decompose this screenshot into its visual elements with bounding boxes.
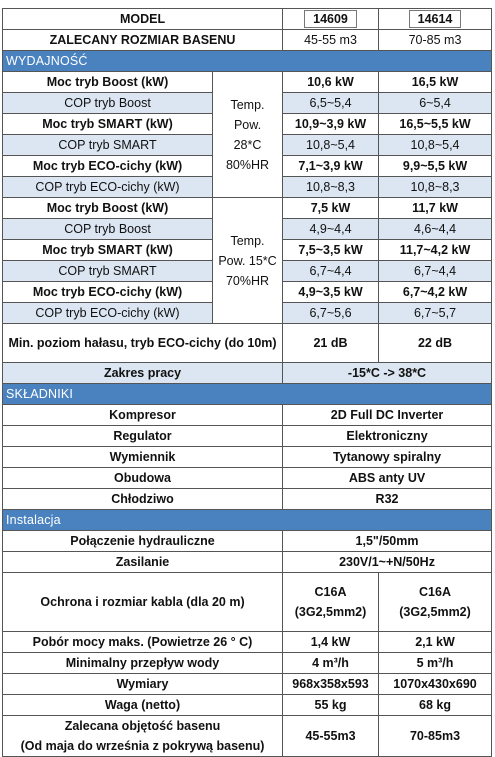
condition-15c: Temp. Pow. 15*C 70%HR — [213, 198, 283, 324]
condition-28c: Temp. Pow. 28*C 80%HR — [213, 72, 283, 198]
perf-row: COP tryb ECO-cichy (kW) 6,7~5,6 6,7~5,7 — [3, 303, 492, 324]
model-label: MODEL — [3, 9, 283, 30]
perf-row: COP tryb Boost 6,5~5,4 6~5,4 — [3, 93, 492, 114]
install-row: Waga (netto) 55 kg 68 kg — [3, 695, 492, 716]
component-row: Chłodziwo R32 — [3, 489, 492, 510]
perf-row: Moc tryb Boost (kW) Temp. Pow. 15*C 70%HR 7,5 kW 11,7 kW — [3, 198, 492, 219]
install-row: Pobór mocy maks. (Powietrze 26 ° C) 1,4 kW 2,1 kW — [3, 632, 492, 653]
perf-row: COP tryb SMART 10,8~5,4 10,8~5,4 — [3, 135, 492, 156]
component-row: Wymiennik Tytanowy spiralny — [3, 447, 492, 468]
range-row — [3, 363, 492, 384]
noise-row: Min. poziom hałasu, tryb ECO-cichy (do 10m) 21 dB 22 dB — [3, 324, 492, 363]
component-row: Regulator Elektroniczny — [3, 426, 492, 447]
section-performance: WYDAJNOŚĆ — [3, 51, 492, 72]
install-row: Zalecana objętość basenu (Od maja do września z pokrywą basenu) 45-55m3 70-85m3 — [3, 716, 492, 757]
pool-size-b: 70-85 m3 — [379, 30, 492, 51]
model-14609: 14609 — [304, 10, 357, 28]
perf-row: COP tryb SMART 6,7~4,4 6,7~4,4 — [3, 261, 492, 282]
perf-row: Moc tryb ECO-cichy (kW) 7,1~3,9 kW 9,9~5,5 kW — [3, 156, 492, 177]
pool-size-row — [3, 30, 492, 51]
install-row: Minimalny przepływ wody 4 m³/h 5 m³/h — [3, 653, 492, 674]
perf-row: Moc tryb Boost (kW) Temp. Pow. 28*C 80%HR 10,6 kW 16,5 kW — [3, 72, 492, 93]
perf-row: Moc tryb SMART (kW) 10,9~3,9 kW 16,5~5,5 kW — [3, 114, 492, 135]
component-row: Obudowa ABS anty UV — [3, 468, 492, 489]
model-row — [3, 9, 492, 30]
perf-row: COP tryb Boost 4,9~4,4 4,6~4,4 — [3, 219, 492, 240]
model-14614: 14614 — [409, 10, 462, 28]
perf-row: Moc tryb ECO-cichy (kW) 4,9~3,5 kW 6,7~4,2 kW — [3, 282, 492, 303]
component-row: Kompresor 2D Full DC Inverter — [3, 405, 492, 426]
install-row: Połączenie hydrauliczne 1,5"/50mm — [3, 531, 492, 552]
pool-size-label: ZALECANY ROZMIAR BASENU — [3, 30, 283, 51]
pool-size-a: 45-55 m3 — [283, 30, 379, 51]
install-row: Zasilanie 230V/1~+N/50Hz — [3, 552, 492, 573]
specification-table — [2, 8, 492, 757]
install-row: Wymiary 968x358x593 1070x430x690 — [3, 674, 492, 695]
section-installation: Instalacja — [3, 510, 492, 531]
install-row: Ochrona i rozmiar kabla (dla 20 m) C16A (3G2,5mm2) C16A (3G2,5mm2) — [3, 573, 492, 632]
perf-row: COP tryb ECO-cichy (kW) 10,8~8,3 10,8~8,3 — [3, 177, 492, 198]
range-value: -15*C -> 38*C — [283, 363, 492, 384]
perf-row: Moc tryb SMART (kW) 7,5~3,5 kW 11,7~4,2 kW — [3, 240, 492, 261]
section-components: SKŁADNIKI — [3, 384, 492, 405]
noise-label: Min. poziom hałasu, tryb ECO-cichy (do 10m) — [3, 324, 283, 363]
range-label: Zakres pracy — [3, 363, 283, 384]
